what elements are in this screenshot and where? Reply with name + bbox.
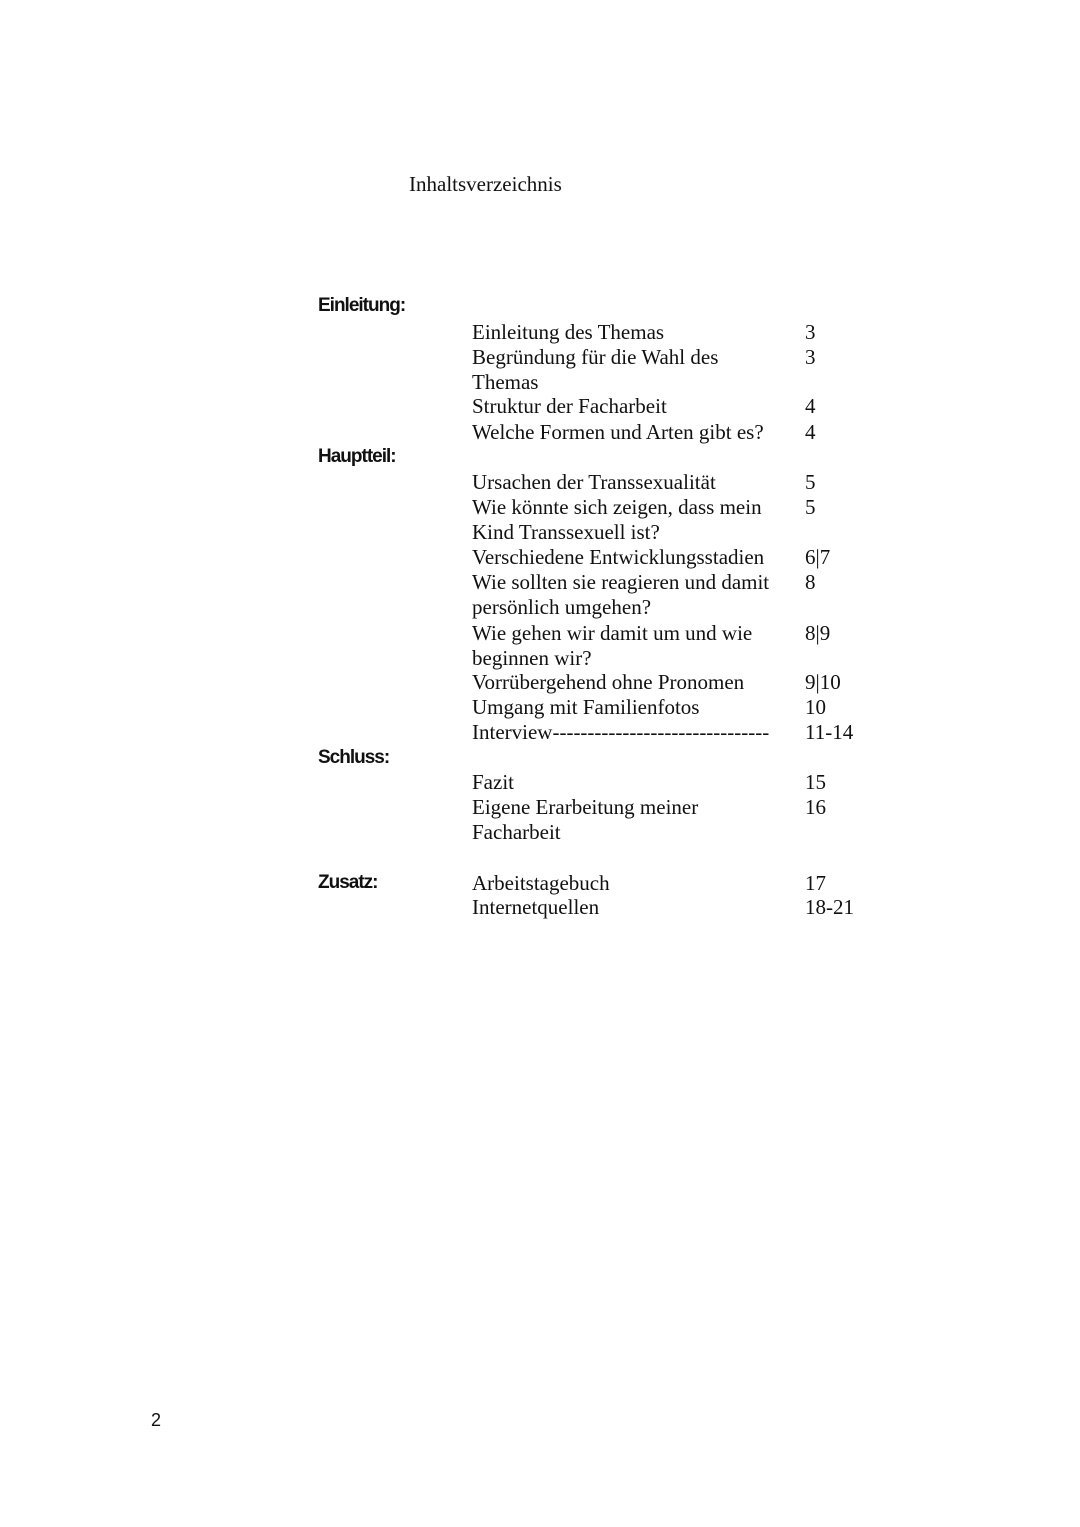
toc-entry: [472, 871, 792, 896]
toc-entry-line: beginnen wir?: [472, 646, 592, 670]
toc-entry-line: Struktur der Facharbeit: [472, 394, 667, 418]
toc-entry-line: Arbeitstagebuch: [472, 871, 610, 895]
toc-entry: [472, 470, 792, 495]
section-label-schluss: Schluss:: [318, 747, 390, 768]
toc-entry: [472, 495, 792, 545]
toc-entry: [472, 420, 792, 445]
toc-page: 8: [805, 570, 816, 594]
toc-entry-line: Vorrübergehend ohne Pronomen: [472, 670, 745, 694]
page-title: Inhaltsverzeichnis: [409, 172, 562, 196]
toc-entry: [472, 695, 792, 720]
toc-page: 5: [805, 470, 816, 494]
toc-entry-line: Wie gehen wir damit um und wie: [472, 621, 753, 645]
toc-entry: [472, 394, 792, 419]
toc-entry: [472, 570, 792, 620]
toc-entry: [472, 770, 792, 795]
toc-entry: [472, 320, 792, 345]
toc-page: 4: [805, 394, 816, 418]
toc-page: 10: [805, 695, 826, 719]
toc-entry: [472, 795, 792, 845]
toc-entry-line: Eigene Erarbeitung meiner: [472, 795, 699, 819]
section-label-zusatz: Zusatz:: [318, 872, 378, 893]
toc-page: 15: [805, 770, 826, 794]
section-label-hauptteil: Hauptteil:: [318, 446, 396, 467]
toc-entry: [472, 621, 792, 671]
toc-entry-line: Umgang mit Familienfotos: [472, 695, 700, 719]
toc-entry-line: persönlich umgehen?: [472, 595, 652, 619]
toc-entry: [472, 720, 792, 745]
toc-page: 3: [805, 345, 816, 369]
toc-page: 9|10: [805, 670, 841, 694]
toc-page: 16: [805, 795, 826, 819]
toc-entry-line: Ursachen der Transsexualität: [472, 470, 716, 494]
toc-page: 6|7: [805, 545, 831, 569]
toc-entry-line: Themas: [472, 370, 539, 394]
toc-entry-line: Facharbeit: [472, 820, 561, 844]
toc-entry-line: Begründung für die Wahl des: [472, 345, 719, 369]
toc-entry-line: Fazit: [472, 770, 514, 794]
toc-entry-line: Welche Formen und Arten gibt es?: [472, 420, 764, 444]
toc-page: 18-21: [805, 895, 854, 919]
toc-page: 17: [805, 871, 826, 895]
toc-page: 5: [805, 495, 816, 519]
toc-entry: [472, 895, 792, 920]
toc-entry-line: Wie könnte sich zeigen, dass mein: [472, 495, 762, 519]
toc-entry-line: Interview-------------------------------: [472, 720, 770, 744]
toc-entry-line: Internetquellen: [472, 895, 600, 919]
toc-entry-line: Kind Transsexuell ist?: [472, 520, 660, 544]
toc-entry-line: Verschiedene Entwicklungsstadien: [472, 545, 765, 569]
toc-entry: [472, 670, 792, 695]
toc-page: 11-14: [805, 720, 854, 744]
toc-page: 4: [805, 420, 816, 444]
toc-entry: [472, 545, 792, 570]
section-label-einleitung: Einleitung:: [318, 295, 406, 316]
toc-page: 8|9: [805, 621, 831, 645]
toc-entry-line: Wie sollten sie reagieren und damit: [472, 570, 770, 594]
footer-page-number: 2: [151, 1410, 162, 1430]
toc-entry: [472, 345, 792, 395]
toc-entry-line: Einleitung des Themas: [472, 320, 665, 344]
toc-page: 3: [805, 320, 816, 344]
